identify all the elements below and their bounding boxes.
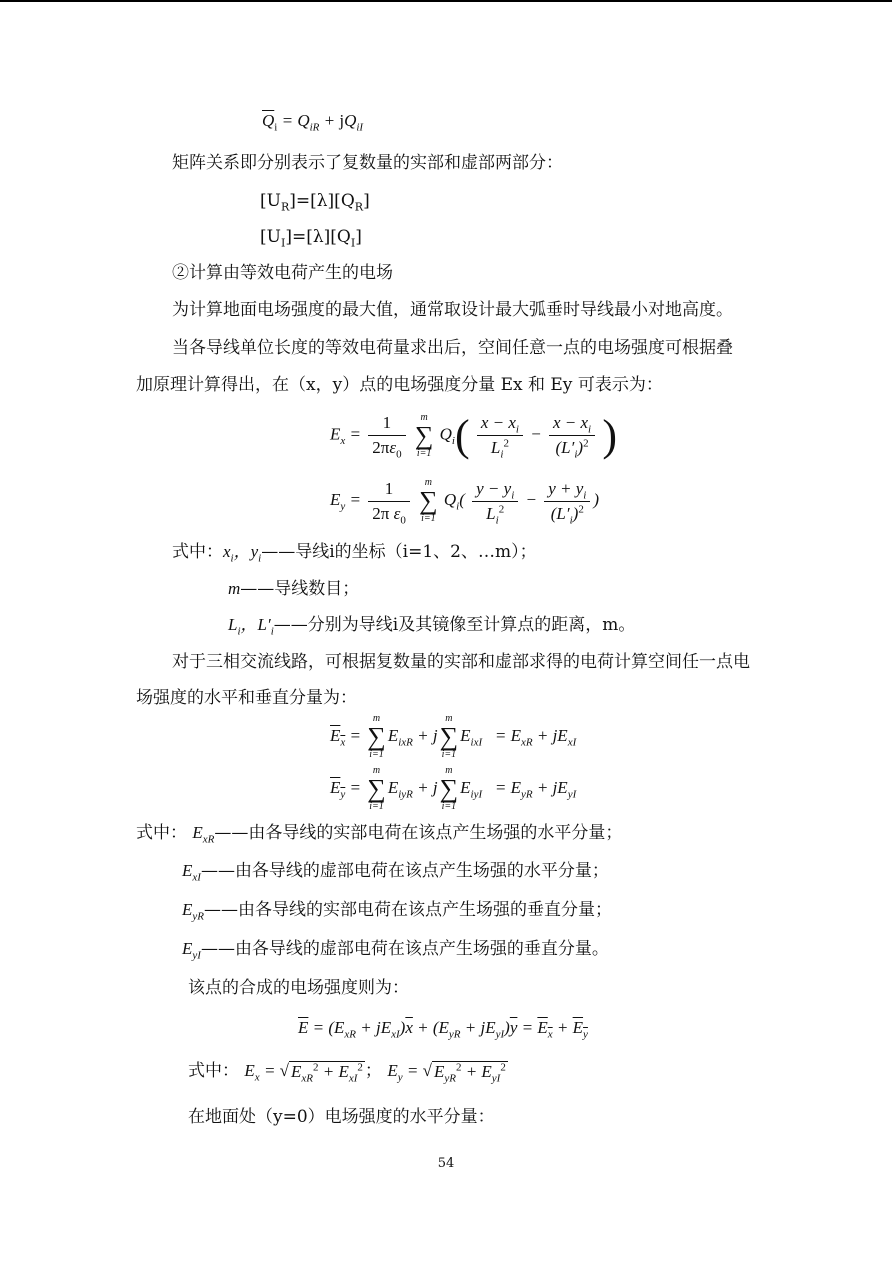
definition-xy: 式中：$x_i$，$y_i——$导线i的坐标（i=1、2、…m）；: [172, 542, 537, 565]
definition-exi: $E_{xI}——$由各导线的虚部电荷在该点产生场强的水平分量；: [182, 861, 609, 884]
definition-magnitudes: 式中： $E_x$ = √ $E_{xR}^2 + E_{xI}^2$ ； $E_y$ = √ $E_{yR}^2 + E_{yI}^2$: [188, 1061, 506, 1085]
equation-qi: $\overline{Q}_i = Q_{iR} + jQ_{iI}$: [262, 111, 364, 134]
paragraph-three-phase-2: 场强度的水平和垂直分量为：: [136, 688, 357, 708]
page-top-border: [0, 0, 892, 2]
paragraph-superposition-1: 当各导线单位长度的等效电荷量求出后，空间任意一点的电场强度可根据叠: [172, 338, 733, 358]
equation-ey-bar: $E_y$ = m ∑ i=1 $E_{iyR} + j$ m ∑ i=1 $E_{iyI} = E_{yR} + jE_{yI}$: [330, 765, 577, 812]
heading-step2: ②计算由等效电荷产生的电场: [172, 263, 393, 283]
definition-eyi: $E_{yI}——$由各导线的虚部电荷在该点产生场强的垂直分量。: [182, 939, 609, 962]
equation-ex: $E_x$ = $\frac{1}{2\pi\varepsilon_0}$ m ∑ i=1 $Q_i$( $\frac{x - x_i}{L_i^2}$ − $\frac{x - x_i}{(L'_i)^2}$ ): [330, 411, 617, 461]
paragraph-max: 为计算地面电场强度的最大值，通常取设计最大弧垂时导线最小对地高度。: [172, 300, 733, 320]
page-number: 54: [437, 1156, 455, 1171]
equation-ur: $[U_R]=[\lambda][Q_R]$: [260, 191, 370, 214]
paragraph-three-phase-1: 对于三相交流线路，可根据复数量的实部和虚部求得的电荷计算空间任一点电: [172, 652, 750, 672]
definition-eyr: $E_{yR}——$由各导线的实部电荷在该点产生场强的垂直分量；: [182, 900, 612, 923]
equation-e-resultant: $\overline{E} = (E_{xR} + jE_{xI})\overline{x} + (E_{yR} + jE_{yI})\overline{y} = E_x + E_y$: [298, 1018, 588, 1041]
definition-exr: 式中： $E_{xR}——$由各导线的实部电荷在该点产生场强的水平分量；: [136, 823, 623, 846]
paragraph-matrix: 矩阵关系即分别表示了复数量的实部和虚部两部分：: [172, 153, 563, 173]
definition-l: $L_i$，$L'_i——$分别为导线i及其镜像至计算点的距离，m。: [228, 615, 636, 638]
equation-ex-bar: $E_x$ = m ∑ i=1 $E_{ixR} + j$ m ∑ i=1 $E_{ixI} = E_{xR} + jE_{xI}$: [330, 713, 577, 760]
paragraph-ground: 在地面处（y=0）电场强度的水平分量：: [188, 1107, 495, 1127]
paragraph-resultant: 该点的合成的电场强度则为：: [188, 978, 409, 998]
equation-ui: $[U_I]=[\lambda][Q_I]$: [260, 227, 362, 250]
equation-ey: $E_y$ = $\frac{1}{2\pi \varepsilon_0}$ m ∑ i=1 $Q_i$( $\frac{y - y_i}{L_i^2}$ − $\frac{y + y_i}{(L'_i)^2}$ ): [330, 477, 600, 526]
paragraph-superposition-2: 加原理计算得出，在（x，y）点的电场强度分量 Ex 和 Ey 可表示为：: [136, 375, 663, 395]
definition-m: m——导线数目；: [228, 579, 360, 599]
